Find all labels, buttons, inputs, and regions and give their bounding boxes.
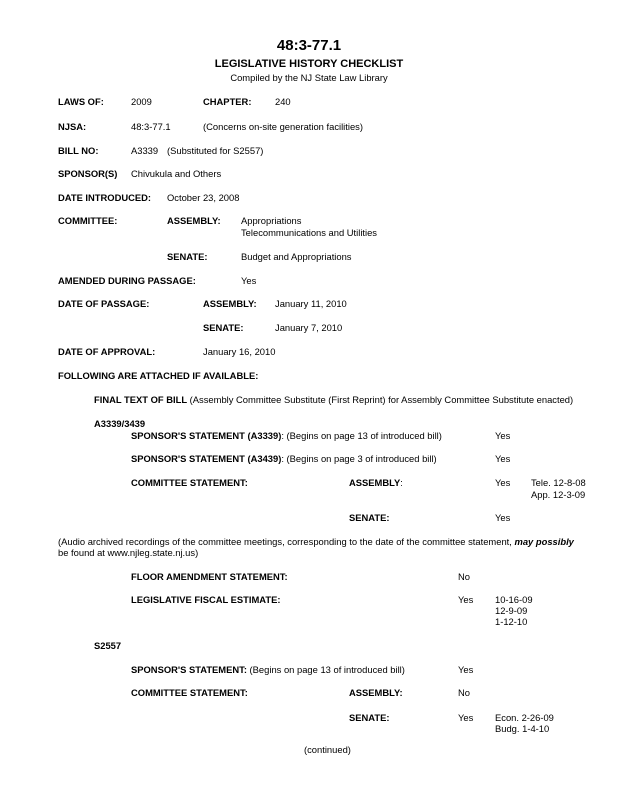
a-committee-assembly-value: Yes xyxy=(495,477,511,488)
audio-note-line-2: be found at www.njleg.state.nj.us) xyxy=(58,547,199,558)
fiscal-estimate-date-3: 1-12-10 xyxy=(495,616,528,627)
laws-of-label: LAWS OF: xyxy=(58,96,104,107)
a-sponsor2-note: : (Begins on page 3 of introduced bill) xyxy=(281,453,437,464)
s-committee-assembly-label: ASSEMBLY: xyxy=(349,687,403,698)
a-sponsor2-line xyxy=(131,453,437,464)
bill-no-value: A3339 xyxy=(131,145,159,156)
s-sponsor-line xyxy=(131,664,405,675)
a-committee-assembly-date-2: App. 12-3-09 xyxy=(531,489,586,500)
a-sponsor1-line xyxy=(131,430,442,441)
a-sponsor1-note: : (Begins on page 13 of introduced bill) xyxy=(281,430,442,441)
approval-value: January 16, 2010 xyxy=(203,346,276,357)
s-committee-senate-value: Yes xyxy=(458,712,474,723)
s-committee-senate-label: SENATE: xyxy=(349,712,390,723)
attached-heading: FOLLOWING ARE ATTACHED IF AVAILABLE: xyxy=(58,370,259,381)
a-sponsor1-value: Yes xyxy=(495,430,511,441)
s-sponsor-label: SPONSOR'S STATEMENT: xyxy=(131,664,247,675)
fiscal-estimate-value: Yes xyxy=(458,594,474,605)
audio-note-text: (Audio archived recordings of the committee meetings, corresponding to the date of the committee statement, xyxy=(58,536,515,547)
s-committee-senate-date-2: Budg. 1-4-10 xyxy=(495,723,550,734)
audio-note-emphasis: may possibly xyxy=(514,536,574,547)
a-sponsor1-label: SPONSOR'S STATEMENT (A3339) xyxy=(131,430,282,441)
final-text-label: FINAL TEXT OF BILL xyxy=(94,394,188,405)
a-sponsor2-label: SPONSOR'S STATEMENT (A3439) xyxy=(131,453,282,464)
sponsors-value: Chivukula and Others xyxy=(131,168,222,179)
approval-label: DATE OF APPROVAL: xyxy=(58,346,156,357)
amended-value: Yes xyxy=(241,275,257,286)
committee-assembly-label: ASSEMBLY: xyxy=(167,215,221,226)
a-committee-assembly-date-1: Tele. 12-8-08 xyxy=(531,477,586,488)
statute-number: 48:3-77.1 xyxy=(276,37,342,54)
s-committee-label: COMMITTEE STATEMENT: xyxy=(131,687,248,698)
s-sponsor-value: Yes xyxy=(458,664,474,675)
laws-of-value: 2009 xyxy=(131,96,152,107)
s-sponsor-note: (Begins on page 13 of introduced bill) xyxy=(246,664,405,675)
fiscal-estimate-date-1: 10-16-09 xyxy=(495,594,533,605)
njsa-label: NJSA: xyxy=(58,121,87,132)
a-committee-senate-label: SENATE: xyxy=(349,512,390,523)
a-committee-senate-value: Yes xyxy=(495,512,511,523)
floor-amendment-value: No xyxy=(458,571,470,582)
njsa-value: 48:3-77.1 xyxy=(131,121,171,132)
compiled-by: Compiled by the NJ State Law Library xyxy=(230,72,388,83)
amended-label: AMENDED DURING PASSAGE: xyxy=(58,275,196,286)
passage-assembly-label: ASSEMBLY: xyxy=(203,298,257,309)
a-sponsor2-value: Yes xyxy=(495,453,511,464)
a-section-heading: A3339/3439 xyxy=(94,418,146,429)
date-introduced-label: DATE INTRODUCED: xyxy=(58,192,152,203)
fiscal-estimate-date-2: 12-9-09 xyxy=(495,605,528,616)
bill-no-label: BILL NO: xyxy=(58,145,99,156)
committee-label: COMMITTEE: xyxy=(58,215,118,226)
floor-amendment-label: FLOOR AMENDMENT STATEMENT: xyxy=(131,571,288,582)
committee-assembly-value-1: Appropriations xyxy=(241,215,302,226)
chapter-label: CHAPTER: xyxy=(203,96,252,107)
a-committee-label: COMMITTEE STATEMENT: xyxy=(131,477,248,488)
committee-assembly-value-2: Telecommunications and Utilities xyxy=(241,227,377,238)
njsa-note: (Concerns on-site generation facilities) xyxy=(203,121,363,132)
s-committee-assembly-value: No xyxy=(458,687,470,698)
a-committee-assembly-colon: : xyxy=(400,477,403,488)
committee-senate-label: SENATE: xyxy=(167,251,208,262)
passage-senate-value: January 7, 2010 xyxy=(275,322,343,333)
fiscal-estimate-label: LEGISLATIVE FISCAL ESTIMATE: xyxy=(131,594,281,605)
chapter-value: 240 xyxy=(275,96,291,107)
date-introduced-value: October 23, 2008 xyxy=(167,192,240,203)
a-committee-assembly-label: ASSEMBLY xyxy=(349,477,401,488)
final-text-note: (Assembly Committee Substitute (First Reprint) for Assembly Committee Substitute enacted) xyxy=(189,394,574,405)
passage-assembly-value: January 11, 2010 xyxy=(275,298,347,309)
bill-no-note: (Substituted for S2557) xyxy=(167,145,264,156)
passage-senate-label: SENATE: xyxy=(203,322,244,333)
page-title: LEGISLATIVE HISTORY CHECKLIST xyxy=(214,58,404,70)
s-committee-senate-date-1: Econ. 2-26-09 xyxy=(495,712,554,723)
passage-label: DATE OF PASSAGE: xyxy=(58,298,150,309)
audio-note-line-1 xyxy=(58,536,574,547)
continued-note: (continued) xyxy=(304,744,351,755)
final-text-line xyxy=(94,394,573,405)
committee-senate-value: Budget and Appropriations xyxy=(241,251,352,262)
s-section-heading: S2557 xyxy=(94,640,122,651)
sponsors-label: SPONSOR(S) xyxy=(58,168,118,179)
a-committee-assembly-line xyxy=(349,477,403,488)
